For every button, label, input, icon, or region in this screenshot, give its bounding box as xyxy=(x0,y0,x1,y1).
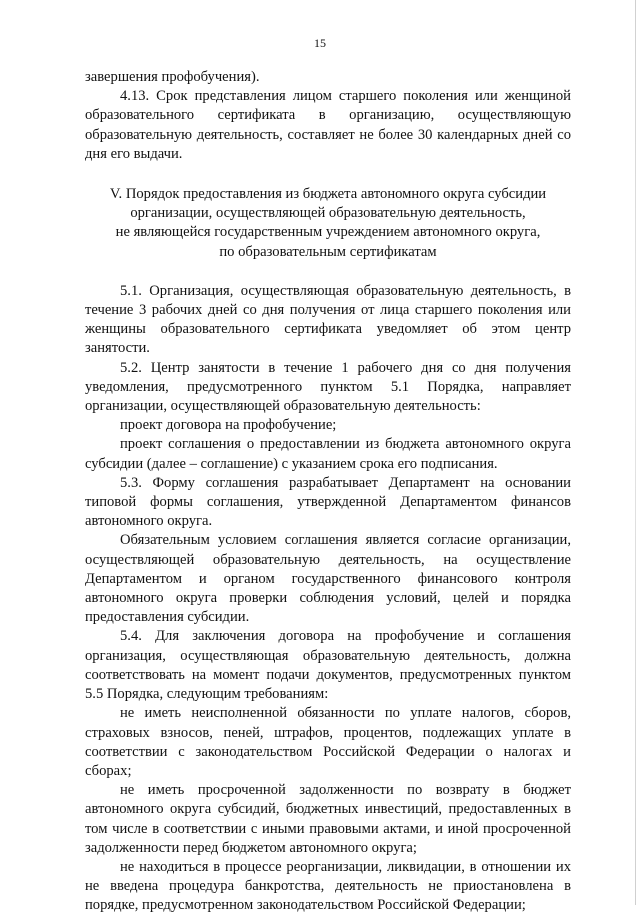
section-heading-line: организации, осуществляющей образовательную деятельность, xyxy=(130,205,526,222)
section-heading-line: не являющейся государственным учреждением автономного округа, xyxy=(115,224,541,241)
section-heading xyxy=(85,185,571,262)
page-number: 15 xyxy=(314,36,326,50)
list-item: проект соглашения о предоставлении из бюджета автономного округа субсидии (далее – соглашение) с указанием срока его подписания. xyxy=(85,436,571,472)
paragraph-5-4: 5.4. Для заключения договора на профобучение и соглашения организация, осуществляющая образовательную деятельность, должна соответствовать на момент подачи документов, предусмотренных пунктом 5.5 Порядка, следующим требованиям: xyxy=(85,628,571,703)
paragraph-5-3-condition: Обязательным условием соглашения является согласие организации, осуществляющей образовательную деятельность, на осуществление Департаментом и органом государственного финансового контроля автономного округа проверки соблюдения условий, целей и порядка предоставления субсидии. xyxy=(85,532,571,626)
section-heading-line: V. Порядок предоставления из бюджета автономного округа субсидии xyxy=(109,186,547,203)
section-heading-line: по образовательным сертификатам xyxy=(219,243,437,260)
list-item: не иметь просроченной задолженности по возврату в бюджет автономного округа субсидий, бюджетных инвестиций, предоставленных в том числе в соответствии с иными правовыми актами, и иной просроченной задолженности перед бюджетом автономного округа; xyxy=(85,782,571,856)
scan-edge-line xyxy=(635,0,636,905)
paragraph-5-1: 5.1. Организация, осуществляющая образовательную деятельность, в течение 3 рабочих дней со дня получения от лица старшего поколения или женщины образовательного сертификата уведомляет об этом центр занятости. xyxy=(85,282,571,357)
paragraph-4-13: 4.13. Срок представления лицом старшего поколения или женщиной образовательного сертификата в организацию, осуществляющую образовательную деятельность, составляет не более 30 календарных дней со дня его выдачи. xyxy=(85,88,571,162)
list-item: проект договора на профобучение; xyxy=(120,417,337,434)
paragraph-5-3: 5.3. Форму соглашения разрабатывает Департамент на основании типовой формы соглашения, утвержденной Департаментом финансов автономного округа. xyxy=(85,474,571,530)
list-item: не иметь неисполненной обязанности по уплате налогов, сборов, страховых взносов, пеней, штрафов, процентов, подлежащих уплате в соответствии с законодательством Российской Федерации о налогах и сборах; xyxy=(85,705,571,779)
document-body xyxy=(85,68,571,916)
list-item: не находиться в процессе реорганизации, ликвидации, в отношении их не введена процедура банкротства, деятельность не приостановлена в порядке, предусмотренном законодательством Российской Федерации; xyxy=(85,858,571,914)
continuation-text: завершения профобучения). xyxy=(85,69,260,85)
paragraph-5-2: 5.2. Центр занятости в течение 1 рабочего дня со дня получения уведомления, предусмотренного пунктом 5.1 Порядка, направляет организации, осуществляющей образовательную деятельность: xyxy=(85,359,571,415)
